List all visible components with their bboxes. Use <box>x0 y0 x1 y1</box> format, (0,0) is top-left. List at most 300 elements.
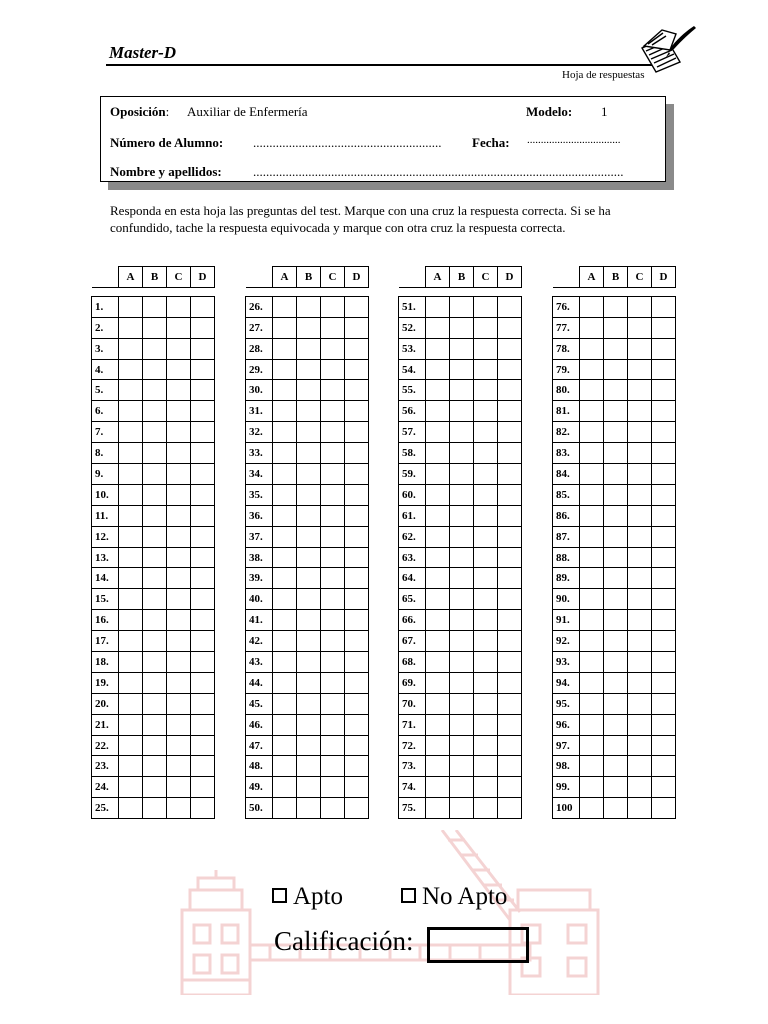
answer-cell-d[interactable] <box>191 652 215 673</box>
fecha-field[interactable]: .................................. <box>527 134 621 146</box>
answer-cell-a[interactable] <box>119 756 143 777</box>
answer-cell-b[interactable] <box>450 735 474 756</box>
answer-cell-c[interactable] <box>167 317 191 338</box>
answer-cell-c[interactable] <box>321 589 345 610</box>
answer-cell-d[interactable] <box>345 735 369 756</box>
answer-cell-c[interactable] <box>321 505 345 526</box>
answer-cell-d[interactable] <box>498 380 522 401</box>
answer-cell-d[interactable] <box>191 443 215 464</box>
answer-cell-c[interactable] <box>628 380 652 401</box>
answer-cell-c[interactable] <box>628 693 652 714</box>
answer-cell-c[interactable] <box>167 464 191 485</box>
answer-cell-c[interactable] <box>167 568 191 589</box>
answer-cell-b[interactable] <box>450 652 474 673</box>
answer-cell-b[interactable] <box>604 798 628 819</box>
answer-cell-c[interactable] <box>321 610 345 631</box>
answer-cell-a[interactable] <box>273 777 297 798</box>
answer-cell-b[interactable] <box>143 756 167 777</box>
answer-cell-c[interactable] <box>474 652 498 673</box>
answer-cell-c[interactable] <box>321 317 345 338</box>
answer-cell-b[interactable] <box>604 526 628 547</box>
answer-cell-b[interactable] <box>143 401 167 422</box>
answer-cell-b[interactable] <box>450 422 474 443</box>
answer-cell-a[interactable] <box>119 401 143 422</box>
answer-cell-a[interactable] <box>273 443 297 464</box>
answer-cell-d[interactable] <box>191 464 215 485</box>
answer-cell-a[interactable] <box>273 610 297 631</box>
answer-cell-a[interactable] <box>426 777 450 798</box>
answer-cell-a[interactable] <box>273 401 297 422</box>
answer-cell-a[interactable] <box>580 652 604 673</box>
answer-cell-d[interactable] <box>652 296 676 317</box>
answer-cell-b[interactable] <box>604 714 628 735</box>
answer-cell-c[interactable] <box>321 568 345 589</box>
answer-cell-b[interactable] <box>604 589 628 610</box>
answer-cell-c[interactable] <box>474 631 498 652</box>
answer-cell-c[interactable] <box>321 443 345 464</box>
answer-cell-c[interactable] <box>474 422 498 443</box>
answer-cell-a[interactable] <box>580 568 604 589</box>
answer-cell-b[interactable] <box>450 777 474 798</box>
answer-cell-c[interactable] <box>321 422 345 443</box>
answer-cell-c[interactable] <box>628 505 652 526</box>
answer-cell-d[interactable] <box>191 735 215 756</box>
answer-cell-d[interactable] <box>345 505 369 526</box>
answer-cell-b[interactable] <box>604 756 628 777</box>
answer-cell-b[interactable] <box>604 652 628 673</box>
answer-cell-c[interactable] <box>474 443 498 464</box>
answer-cell-a[interactable] <box>580 338 604 359</box>
answer-cell-b[interactable] <box>450 484 474 505</box>
answer-cell-c[interactable] <box>321 693 345 714</box>
answer-cell-d[interactable] <box>191 610 215 631</box>
answer-cell-d[interactable] <box>498 296 522 317</box>
answer-cell-a[interactable] <box>273 589 297 610</box>
answer-cell-d[interactable] <box>345 359 369 380</box>
answer-cell-c[interactable] <box>628 296 652 317</box>
answer-cell-d[interactable] <box>345 443 369 464</box>
answer-cell-c[interactable] <box>167 610 191 631</box>
answer-cell-b[interactable] <box>297 652 321 673</box>
answer-cell-c[interactable] <box>321 756 345 777</box>
answer-cell-d[interactable] <box>498 484 522 505</box>
answer-cell-d[interactable] <box>652 589 676 610</box>
answer-cell-b[interactable] <box>297 568 321 589</box>
answer-cell-b[interactable] <box>143 422 167 443</box>
answer-cell-b[interactable] <box>297 547 321 568</box>
answer-cell-c[interactable] <box>167 693 191 714</box>
answer-cell-d[interactable] <box>652 401 676 422</box>
answer-cell-a[interactable] <box>273 505 297 526</box>
answer-cell-a[interactable] <box>273 422 297 443</box>
answer-cell-c[interactable] <box>167 422 191 443</box>
answer-cell-b[interactable] <box>143 714 167 735</box>
answer-cell-a[interactable] <box>119 526 143 547</box>
answer-cell-d[interactable] <box>652 338 676 359</box>
answer-cell-d[interactable] <box>345 652 369 673</box>
answer-cell-d[interactable] <box>498 672 522 693</box>
answer-cell-d[interactable] <box>191 338 215 359</box>
nombre-field[interactable]: .................................................................................................................. <box>253 164 624 179</box>
answer-cell-b[interactable] <box>143 568 167 589</box>
answer-cell-d[interactable] <box>652 443 676 464</box>
answer-cell-d[interactable] <box>191 547 215 568</box>
answer-cell-c[interactable] <box>321 798 345 819</box>
answer-cell-b[interactable] <box>143 443 167 464</box>
answer-cell-c[interactable] <box>474 484 498 505</box>
answer-cell-b[interactable] <box>450 547 474 568</box>
answer-cell-b[interactable] <box>143 505 167 526</box>
answer-cell-d[interactable] <box>498 505 522 526</box>
answer-cell-a[interactable] <box>119 380 143 401</box>
answer-cell-d[interactable] <box>191 359 215 380</box>
answer-cell-d[interactable] <box>191 505 215 526</box>
answer-cell-d[interactable] <box>652 714 676 735</box>
answer-cell-a[interactable] <box>426 756 450 777</box>
answer-cell-d[interactable] <box>345 401 369 422</box>
answer-cell-a[interactable] <box>580 547 604 568</box>
answer-cell-a[interactable] <box>119 672 143 693</box>
answer-cell-a[interactable] <box>119 693 143 714</box>
apto-option[interactable] <box>272 883 343 911</box>
answer-cell-b[interactable] <box>604 422 628 443</box>
answer-cell-d[interactable] <box>498 610 522 631</box>
answer-cell-d[interactable] <box>498 589 522 610</box>
answer-cell-a[interactable] <box>580 505 604 526</box>
answer-cell-c[interactable] <box>474 317 498 338</box>
answer-cell-d[interactable] <box>345 568 369 589</box>
answer-cell-c[interactable] <box>628 359 652 380</box>
answer-cell-d[interactable] <box>191 317 215 338</box>
answer-cell-c[interactable] <box>167 631 191 652</box>
answer-cell-a[interactable] <box>426 443 450 464</box>
answer-cell-c[interactable] <box>167 359 191 380</box>
answer-cell-d[interactable] <box>652 693 676 714</box>
answer-cell-a[interactable] <box>273 568 297 589</box>
answer-cell-a[interactable] <box>426 714 450 735</box>
answer-cell-d[interactable] <box>498 798 522 819</box>
answer-cell-b[interactable] <box>450 526 474 547</box>
answer-cell-c[interactable] <box>474 756 498 777</box>
answer-cell-a[interactable] <box>580 317 604 338</box>
answer-cell-c[interactable] <box>474 380 498 401</box>
answer-cell-c[interactable] <box>628 777 652 798</box>
answer-cell-c[interactable] <box>474 798 498 819</box>
answer-cell-d[interactable] <box>345 798 369 819</box>
answer-cell-a[interactable] <box>119 798 143 819</box>
answer-cell-b[interactable] <box>143 317 167 338</box>
answer-cell-a[interactable] <box>119 568 143 589</box>
answer-cell-a[interactable] <box>119 484 143 505</box>
answer-cell-d[interactable] <box>498 735 522 756</box>
answer-cell-a[interactable] <box>426 338 450 359</box>
answer-cell-d[interactable] <box>652 464 676 485</box>
answer-cell-a[interactable] <box>119 735 143 756</box>
answer-cell-d[interactable] <box>345 380 369 401</box>
answer-cell-a[interactable] <box>426 735 450 756</box>
answer-cell-a[interactable] <box>426 693 450 714</box>
answer-cell-c[interactable] <box>474 464 498 485</box>
answer-cell-d[interactable] <box>345 526 369 547</box>
answer-cell-c[interactable] <box>321 714 345 735</box>
answer-cell-d[interactable] <box>652 652 676 673</box>
answer-cell-b[interactable] <box>450 359 474 380</box>
answer-cell-c[interactable] <box>167 756 191 777</box>
answer-cell-d[interactable] <box>345 484 369 505</box>
answer-cell-a[interactable] <box>273 484 297 505</box>
answer-cell-b[interactable] <box>450 380 474 401</box>
answer-cell-a[interactable] <box>273 338 297 359</box>
answer-cell-d[interactable] <box>345 296 369 317</box>
answer-cell-a[interactable] <box>273 296 297 317</box>
answer-cell-a[interactable] <box>426 359 450 380</box>
answer-cell-d[interactable] <box>191 422 215 443</box>
answer-cell-d[interactable] <box>498 568 522 589</box>
answer-cell-c[interactable] <box>321 777 345 798</box>
answer-cell-a[interactable] <box>580 422 604 443</box>
answer-cell-b[interactable] <box>450 672 474 693</box>
answer-cell-d[interactable] <box>345 610 369 631</box>
answer-cell-d[interactable] <box>498 359 522 380</box>
answer-cell-d[interactable] <box>652 610 676 631</box>
answer-cell-c[interactable] <box>628 484 652 505</box>
answer-cell-c[interactable] <box>167 505 191 526</box>
answer-cell-b[interactable] <box>297 693 321 714</box>
answer-cell-a[interactable] <box>119 317 143 338</box>
answer-cell-c[interactable] <box>628 756 652 777</box>
answer-cell-a[interactable] <box>273 380 297 401</box>
answer-cell-b[interactable] <box>143 798 167 819</box>
answer-cell-a[interactable] <box>273 359 297 380</box>
answer-cell-d[interactable] <box>652 526 676 547</box>
answer-cell-b[interactable] <box>450 505 474 526</box>
answer-cell-c[interactable] <box>628 610 652 631</box>
answer-cell-c[interactable] <box>628 798 652 819</box>
answer-cell-b[interactable] <box>297 338 321 359</box>
answer-cell-c[interactable] <box>628 526 652 547</box>
answer-cell-c[interactable] <box>167 589 191 610</box>
answer-cell-d[interactable] <box>191 589 215 610</box>
answer-cell-a[interactable] <box>580 672 604 693</box>
answer-cell-b[interactable] <box>143 652 167 673</box>
answer-cell-a[interactable] <box>273 756 297 777</box>
answer-cell-d[interactable] <box>191 714 215 735</box>
answer-cell-d[interactable] <box>652 568 676 589</box>
answer-cell-d[interactable] <box>652 317 676 338</box>
answer-cell-b[interactable] <box>143 547 167 568</box>
answer-cell-d[interactable] <box>191 756 215 777</box>
answer-cell-b[interactable] <box>604 547 628 568</box>
answer-cell-c[interactable] <box>321 735 345 756</box>
answer-cell-d[interactable] <box>652 484 676 505</box>
answer-cell-b[interactable] <box>143 359 167 380</box>
answer-cell-c[interactable] <box>628 338 652 359</box>
answer-cell-c[interactable] <box>321 484 345 505</box>
answer-cell-b[interactable] <box>604 568 628 589</box>
answer-cell-b[interactable] <box>450 317 474 338</box>
answer-cell-d[interactable] <box>652 422 676 443</box>
answer-cell-c[interactable] <box>628 652 652 673</box>
answer-cell-d[interactable] <box>345 631 369 652</box>
answer-cell-b[interactable] <box>297 631 321 652</box>
answer-cell-d[interactable] <box>652 505 676 526</box>
answer-cell-c[interactable] <box>167 443 191 464</box>
answer-cell-c[interactable] <box>628 443 652 464</box>
answer-cell-b[interactable] <box>143 777 167 798</box>
answer-cell-c[interactable] <box>474 610 498 631</box>
answer-cell-a[interactable] <box>273 714 297 735</box>
calificacion-field[interactable] <box>427 927 529 963</box>
answer-cell-b[interactable] <box>297 422 321 443</box>
answer-cell-c[interactable] <box>628 401 652 422</box>
answer-cell-c[interactable] <box>167 338 191 359</box>
answer-cell-c[interactable] <box>474 777 498 798</box>
answer-cell-d[interactable] <box>652 359 676 380</box>
answer-cell-d[interactable] <box>191 380 215 401</box>
answer-cell-b[interactable] <box>297 526 321 547</box>
answer-cell-c[interactable] <box>321 464 345 485</box>
answer-cell-d[interactable] <box>498 401 522 422</box>
answer-cell-d[interactable] <box>345 422 369 443</box>
answer-cell-a[interactable] <box>119 338 143 359</box>
answer-cell-a[interactable] <box>119 464 143 485</box>
answer-cell-b[interactable] <box>143 380 167 401</box>
answer-cell-c[interactable] <box>167 296 191 317</box>
answer-cell-b[interactable] <box>297 380 321 401</box>
answer-cell-c[interactable] <box>474 338 498 359</box>
answer-cell-b[interactable] <box>450 338 474 359</box>
answer-cell-b[interactable] <box>450 714 474 735</box>
answer-cell-a[interactable] <box>119 296 143 317</box>
answer-cell-c[interactable] <box>167 652 191 673</box>
answer-cell-a[interactable] <box>119 652 143 673</box>
answer-cell-d[interactable] <box>191 568 215 589</box>
answer-cell-c[interactable] <box>167 484 191 505</box>
answer-cell-a[interactable] <box>426 672 450 693</box>
answer-cell-a[interactable] <box>580 464 604 485</box>
no-apto-option[interactable] <box>401 883 507 911</box>
answer-cell-b[interactable] <box>450 756 474 777</box>
no-apto-checkbox[interactable] <box>401 888 416 903</box>
answer-cell-c[interactable] <box>474 401 498 422</box>
answer-cell-a[interactable] <box>580 631 604 652</box>
answer-cell-d[interactable] <box>652 777 676 798</box>
answer-cell-d[interactable] <box>498 631 522 652</box>
answer-cell-d[interactable] <box>652 798 676 819</box>
answer-cell-c[interactable] <box>474 568 498 589</box>
answer-cell-c[interactable] <box>628 547 652 568</box>
answer-cell-b[interactable] <box>297 589 321 610</box>
answer-cell-b[interactable] <box>604 610 628 631</box>
answer-cell-d[interactable] <box>345 464 369 485</box>
answer-cell-c[interactable] <box>474 505 498 526</box>
answer-cell-a[interactable] <box>426 526 450 547</box>
answer-cell-a[interactable] <box>426 505 450 526</box>
answer-cell-b[interactable] <box>604 777 628 798</box>
answer-cell-d[interactable] <box>191 631 215 652</box>
answer-cell-d[interactable] <box>345 756 369 777</box>
answer-cell-d[interactable] <box>652 756 676 777</box>
answer-cell-b[interactable] <box>604 401 628 422</box>
answer-cell-c[interactable] <box>628 672 652 693</box>
answer-cell-b[interactable] <box>143 338 167 359</box>
answer-cell-a[interactable] <box>273 317 297 338</box>
answer-cell-c[interactable] <box>321 547 345 568</box>
answer-cell-a[interactable] <box>580 756 604 777</box>
answer-cell-b[interactable] <box>297 756 321 777</box>
answer-cell-a[interactable] <box>580 380 604 401</box>
answer-cell-b[interactable] <box>297 359 321 380</box>
answer-cell-d[interactable] <box>191 693 215 714</box>
answer-cell-b[interactable] <box>604 631 628 652</box>
answer-cell-c[interactable] <box>167 401 191 422</box>
answer-cell-a[interactable] <box>580 359 604 380</box>
answer-cell-a[interactable] <box>119 422 143 443</box>
answer-cell-b[interactable] <box>297 735 321 756</box>
answer-cell-c[interactable] <box>167 777 191 798</box>
answer-cell-b[interactable] <box>450 631 474 652</box>
answer-cell-b[interactable] <box>604 317 628 338</box>
answer-cell-a[interactable] <box>580 693 604 714</box>
answer-cell-a[interactable] <box>426 422 450 443</box>
answer-cell-d[interactable] <box>345 338 369 359</box>
answer-cell-d[interactable] <box>345 317 369 338</box>
answer-cell-c[interactable] <box>474 672 498 693</box>
answer-cell-c[interactable] <box>167 798 191 819</box>
answer-cell-a[interactable] <box>426 568 450 589</box>
answer-cell-a[interactable] <box>426 610 450 631</box>
answer-cell-b[interactable] <box>297 505 321 526</box>
answer-cell-b[interactable] <box>450 589 474 610</box>
answer-cell-a[interactable] <box>426 631 450 652</box>
answer-cell-d[interactable] <box>498 443 522 464</box>
answer-cell-b[interactable] <box>450 798 474 819</box>
answer-cell-c[interactable] <box>628 589 652 610</box>
answer-cell-d[interactable] <box>498 526 522 547</box>
answer-cell-b[interactable] <box>297 714 321 735</box>
answer-cell-a[interactable] <box>119 777 143 798</box>
answer-cell-d[interactable] <box>498 422 522 443</box>
answer-cell-b[interactable] <box>297 798 321 819</box>
answer-cell-b[interactable] <box>604 505 628 526</box>
answer-cell-d[interactable] <box>498 693 522 714</box>
answer-cell-b[interactable] <box>450 401 474 422</box>
answer-cell-d[interactable] <box>345 589 369 610</box>
answer-cell-c[interactable] <box>474 359 498 380</box>
answer-cell-d[interactable] <box>191 777 215 798</box>
answer-cell-a[interactable] <box>273 798 297 819</box>
answer-cell-c[interactable] <box>321 631 345 652</box>
answer-cell-b[interactable] <box>143 589 167 610</box>
answer-cell-b[interactable] <box>450 693 474 714</box>
answer-cell-a[interactable] <box>119 505 143 526</box>
answer-cell-c[interactable] <box>321 359 345 380</box>
answer-cell-d[interactable] <box>345 672 369 693</box>
answer-cell-b[interactable] <box>604 359 628 380</box>
answer-cell-a[interactable] <box>119 359 143 380</box>
answer-cell-b[interactable] <box>297 443 321 464</box>
answer-cell-c[interactable] <box>167 714 191 735</box>
answer-cell-a[interactable] <box>119 443 143 464</box>
answer-cell-a[interactable] <box>580 735 604 756</box>
answer-cell-b[interactable] <box>604 693 628 714</box>
answer-cell-a[interactable] <box>580 589 604 610</box>
answer-cell-a[interactable] <box>580 443 604 464</box>
answer-cell-c[interactable] <box>167 735 191 756</box>
answer-cell-a[interactable] <box>426 317 450 338</box>
answer-cell-c[interactable] <box>321 526 345 547</box>
answer-cell-b[interactable] <box>297 610 321 631</box>
